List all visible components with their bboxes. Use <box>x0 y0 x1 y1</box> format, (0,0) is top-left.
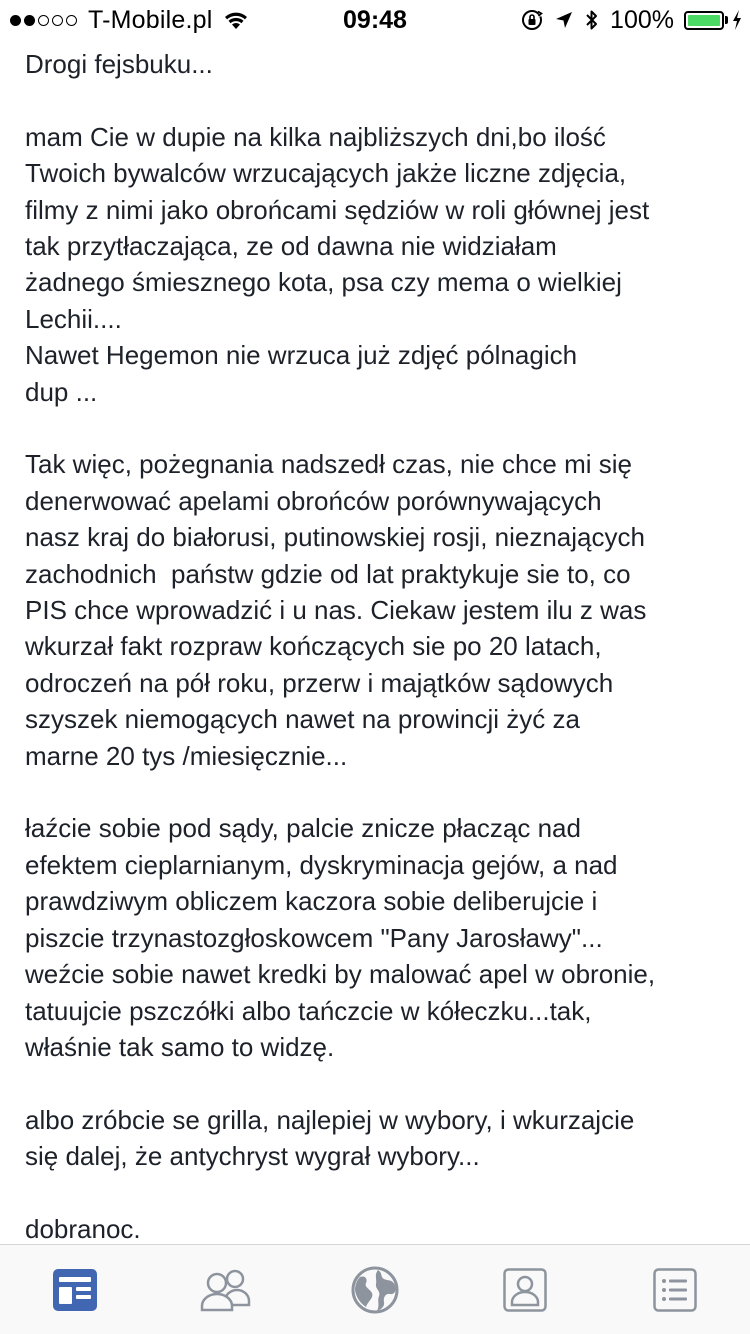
post-text-line: nasz kraj do białorusi, putinowskiej rosji, nieznających <box>25 522 645 553</box>
battery-icon <box>684 11 728 30</box>
post-text-line: piszcie trzynastozgłoskowcem "Pany Jarosławy"... <box>25 922 603 953</box>
globe-icon <box>350 1265 400 1315</box>
carrier-name: T-Mobile.pl <box>88 5 213 34</box>
post-text-line: dup ... <box>25 376 98 407</box>
orientation-lock-icon <box>520 8 544 32</box>
post-text-line: łaźcie sobie pod sądy, palcie znicze płacząc nad <box>25 813 581 844</box>
post-paragraph <box>25 46 737 82</box>
post-text-line: albo zróbcie se grilla, najlepiej w wybory, i wkurzajcie <box>25 1104 635 1135</box>
profile-icon <box>502 1267 548 1313</box>
bluetooth-icon <box>584 8 600 32</box>
status-bar <box>0 0 750 40</box>
post-text-line: marne 20 tys /miesięcznie... <box>25 740 348 771</box>
news-feed-icon <box>51 1267 99 1313</box>
signal-dot <box>66 15 77 26</box>
post-paragraph <box>25 1102 737 1175</box>
battery-percent: 100% <box>610 5 674 34</box>
post-text-line: zachodnich państw gdzie od lat praktykuje sie to, co <box>25 558 631 589</box>
post-text-line: Nawet Hegemon nie wrzuca już zdjęć pólnagich <box>25 340 578 371</box>
post-text-line: się dalej, że antychryst wygrał wybory... <box>25 1141 480 1172</box>
post-text-line: dobranoc. <box>25 1213 141 1244</box>
post-text-line: efektem cieplarnianym, dyskryminacja gejów, a nad <box>25 849 618 880</box>
charging-bolt-icon <box>732 10 742 30</box>
tab-bar <box>0 1244 750 1334</box>
tab-news-feed[interactable] <box>0 1245 150 1334</box>
tab-friends[interactable] <box>150 1245 300 1334</box>
signal-dot <box>10 15 21 26</box>
post-text-line: właśnie tak samo to widzę. <box>25 1031 335 1062</box>
post-paragraph <box>25 119 737 410</box>
location-arrow-icon <box>554 10 574 30</box>
post-text-line: szyszek niemogących nawet na prowincji żyć za <box>25 704 580 735</box>
post-text-line: weźcie sobie nawet kredki by malować apel w obronie, <box>25 959 656 990</box>
post-text-line: żadnego śmiesznego kota, psa czy mema o wielkiej <box>25 267 622 298</box>
friends-icon <box>199 1267 251 1313</box>
post-text-line: prawdziwym obliczem kaczora sobie deliberujcie i <box>25 886 598 917</box>
post-text-line: denerwować apelami obrońców porównywających <box>25 485 602 516</box>
post-paragraph <box>25 446 737 774</box>
tab-menu[interactable] <box>600 1245 750 1334</box>
menu-list-icon <box>652 1267 698 1313</box>
post-text-line: mam Cie w dupie na kilka najbliższych dni,bo ilość <box>25 121 606 152</box>
post-paragraph <box>25 1211 737 1247</box>
post-text-line: PIS chce wprowadzić i u nas. Ciekaw jestem ilu z was <box>25 595 647 626</box>
post-text-line: wkurzał fakt rozpraw kończących sie po 20 latach, <box>25 631 602 662</box>
tab-profile[interactable] <box>450 1245 600 1334</box>
status-time: 09:48 <box>343 5 407 34</box>
post-text-line: filmy z nimi jako obrońcami sędziów w roli głównej jest <box>25 194 650 225</box>
post-text-line: odroczeń na pół roku, przerw i majątków sądowych <box>25 667 614 698</box>
status-left <box>10 0 250 40</box>
post-text-line: Tak więc, pożegnania nadszedł czas, nie chce mi się <box>25 449 632 480</box>
post-text-line: Drogi fejsbuku... <box>25 49 213 79</box>
cellular-signal-icon <box>10 15 80 26</box>
post-paragraph <box>25 810 737 1065</box>
signal-dot <box>38 15 49 26</box>
wifi-icon <box>222 10 250 30</box>
status-right <box>510 0 742 40</box>
post-text-line: tak przytłaczająca, ze od dawna nie widziałam <box>25 231 557 262</box>
signal-dot <box>24 15 35 26</box>
tab-notifications[interactable] <box>300 1245 450 1334</box>
post-text <box>25 46 737 1284</box>
signal-dot <box>52 15 63 26</box>
post-text-line: Twoich bywalców wrzucających jakże liczne zdjęcia, <box>25 158 627 189</box>
post-text-line: tatuujcie pszczółki albo tańczcie w kółeczku...tak, <box>25 995 592 1026</box>
post-text-line: Lechii.... <box>25 303 122 334</box>
